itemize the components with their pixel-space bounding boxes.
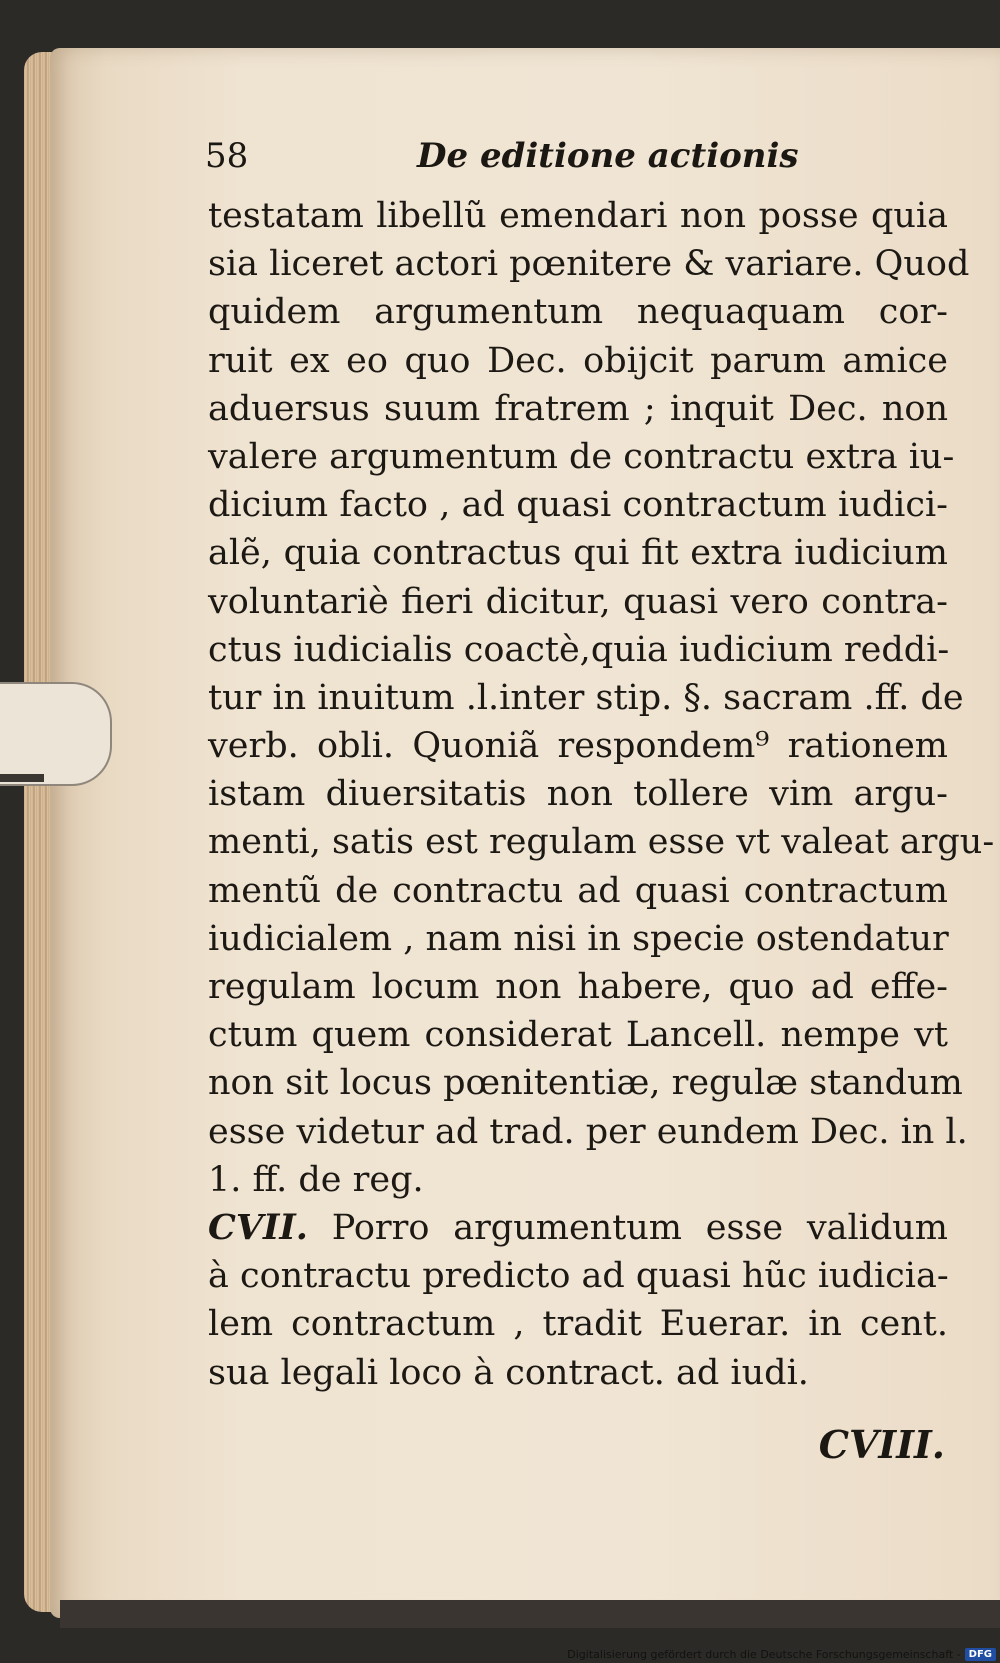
text-line: quidem argumentum nequaquam cor- [208, 292, 948, 333]
page-number: 58 [205, 136, 249, 176]
body-text [208, 192, 995, 1397]
section-first-line [208, 1204, 948, 1252]
section-line: sua legali loco à contract. ad iudi. [208, 1352, 809, 1393]
text-line: voluntariè fieri dicitur, quasi vero contra- [208, 581, 948, 622]
text-line: testatam libellũ emendari non posse quia [208, 196, 948, 236]
bottom-shadow [60, 1600, 1000, 1628]
text-line: non sit locus pœnitentiæ, regulæ standum [208, 1063, 963, 1104]
text-line: dicium facto , ad quasi contractum iudici- [208, 485, 948, 526]
text-line: mentũ de contractu ad quasi contractum [208, 870, 948, 911]
text-line: istam diuersitatis non tollere vim argu- [208, 774, 948, 815]
text-line: iudicialem , nam nisi in specie ostendatur [208, 918, 949, 959]
section-line: à contractu predicto ad quasi hũc iudicia- [208, 1256, 949, 1297]
page-header [205, 136, 945, 186]
section-line: Porro argumentum esse validum [331, 1207, 948, 1248]
credit-text: Digitalisierung gefördert durch die Deutsche Forschungsgemeinschaft - [567, 1648, 961, 1661]
bookmark-strap [0, 774, 44, 782]
text-line: verb. obli. Quoniã respondem⁹ rationem [208, 726, 948, 767]
text-line: ctum quem considerat Lancell. nempe vt [208, 1015, 948, 1056]
text-line: alẽ, quia contractus qui fit extra iudicium [208, 533, 948, 574]
running-head: De editione actionis [417, 136, 799, 176]
text-line: aduersus suum fratrem ; inquit Dec. non [208, 388, 948, 429]
text-line: 1. ff. de reg. [208, 1159, 424, 1200]
text-line: menti, satis est regulam esse vt valeat argu- [208, 822, 995, 863]
catchword: CVIII. [818, 1422, 945, 1467]
text-line: sia liceret actori pœnitere & variare. Quod [208, 244, 970, 285]
section-number: CVII. [208, 1206, 308, 1248]
text-line: regulam locum non habere, quo ad effe- [208, 967, 948, 1007]
text-line: ctus iudicialis coactè,quia iudicium reddi- [208, 629, 950, 670]
dfg-logo: DFG [965, 1648, 996, 1661]
bookmark-tab [0, 682, 112, 786]
section-line: lem contractum , tradit Euerar. in cent. [208, 1304, 948, 1345]
digitization-credit [567, 1648, 996, 1661]
text-line: tur in inuitum .l.inter stip. §. sacram .ff. de [208, 677, 964, 718]
text-line: ruit ex eo quo Dec. obijcit parum amice [208, 340, 948, 381]
text-line: valere argumentum de contractu extra iu- [208, 436, 955, 477]
text-line: esse videtur ad trad. per eundem Dec. in l. [208, 1111, 968, 1152]
